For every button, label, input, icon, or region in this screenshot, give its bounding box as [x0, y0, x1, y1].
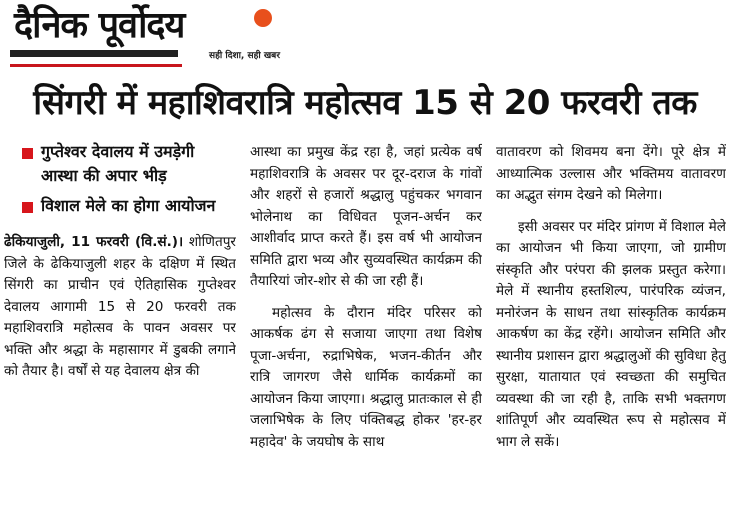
- highlight-text: विशाल मेले का होगा आयोजन: [41, 196, 216, 215]
- article-column-2: [250, 142, 482, 532]
- article-paragraph: [4, 232, 236, 383]
- logo-badge-icon: [254, 9, 272, 27]
- dateline: ढेकियाजुली, 11 फरवरी (वि.सं.)।: [4, 234, 184, 250]
- highlight-item: [4, 140, 236, 188]
- masthead-red-bar: [10, 64, 182, 67]
- article-paragraph: महोत्सव के दौरान मंदिर परिसर को आकर्षक ढंग से सजाया जाएगा तथा विशेष पूजा-अर्चना, रुद्राभिषेक, भजन-कीर्तन और रात्रि जागरण जैसे धार्मिक कार्यक्रमों का आयोजन किया जाएगा। श्रद्धालु प्रातःकाल से ही जलाभिषेक के लिए पंक्तिबद्ध होकर 'हर-हर महादेव' के जयघोष के साथ: [250, 304, 482, 450]
- highlight-item: [4, 194, 236, 218]
- newspaper-logo: दैनिक पूर्वोदय: [14, 5, 185, 46]
- article-paragraph: वातावरण को शिवमय बना देंगे। पूरे क्षेत्र में आध्यात्मिक उल्लास और भक्तिमय वातावरण का अद्भुत संगम देखने को मिलेगा।: [496, 144, 726, 203]
- article-column-1: [4, 140, 236, 532]
- masthead-tagline: सही दिशा, सही खबर: [178, 50, 282, 63]
- masthead: [0, 0, 300, 72]
- red-square-bullet-icon: [22, 202, 33, 213]
- article-paragraph: आस्था का प्रमुख केंद्र रहा है, जहां प्रत्येक वर्ष महाशिवरात्रि के अवसर पर दूर-दराज के गांवों और शहरों से हजारों श्रद्धालु पहुंचकर भगवान भोलेनाथ का विधिवत पूजन-अर्चन कर आशीर्वाद प्राप्त करते हैं। इस वर्ष भी आयोजन समिति द्वारा भव्य और सुव्यवस्थित कार्यक्रम की तैयारियां जोर-शोर से की जा रही हैं।: [250, 144, 482, 289]
- highlight-text: गुप्तेश्वर देवालय में उमड़ेगी आस्था की अपार भीड़: [41, 142, 195, 185]
- article-text: शोणितपुर जिले के ढेकियाजुली शहर के दक्षिण में स्थित सिंगरी का प्राचीन एवं ऐतिहासिक गुप्तेश्वर देवालय आगामी 15 से 20 फरवरी तक महाशिवरात्रि महोत्सव के पावन अवसर पर भक्ति और श्रद्धा के महासागर में डुबकी लगाने को तैयार है। वर्षों से यह देवालय क्षेत्र की: [4, 234, 236, 379]
- article-headline: सिंगरी में महाशिवरात्रि महोत्सव 15 से 20 फरवरी तक: [33, 83, 697, 123]
- red-square-bullet-icon: [22, 148, 33, 159]
- article-column-3: [496, 142, 726, 532]
- article-paragraph: इसी अवसर पर मंदिर प्रांगण में विशाल मेले का आयोजन भी किया जाएगा, जो ग्रामीण संस्कृति और परंपरा की झलक प्रस्तुत करेगा। मेले में स्थानीय हस्तशिल्प, पारंपरिक व्यंजन, मनोरंजन के साधन तथा सांस्कृतिक कार्यक्रम आकर्षण का केंद्र रहेंगे। आयोजन समिति और स्थानीय प्रशासन द्वारा श्रद्धालुओं की सुविधा हेतु सुरक्षा, यातायात एवं स्वच्छता की समुचित व्यवस्था की जा रही है, ताकि सभी भक्तगण शांतिपूर्ण और व्यवस्थित रूप से महोत्सव में भाग ले सकें।: [496, 218, 726, 450]
